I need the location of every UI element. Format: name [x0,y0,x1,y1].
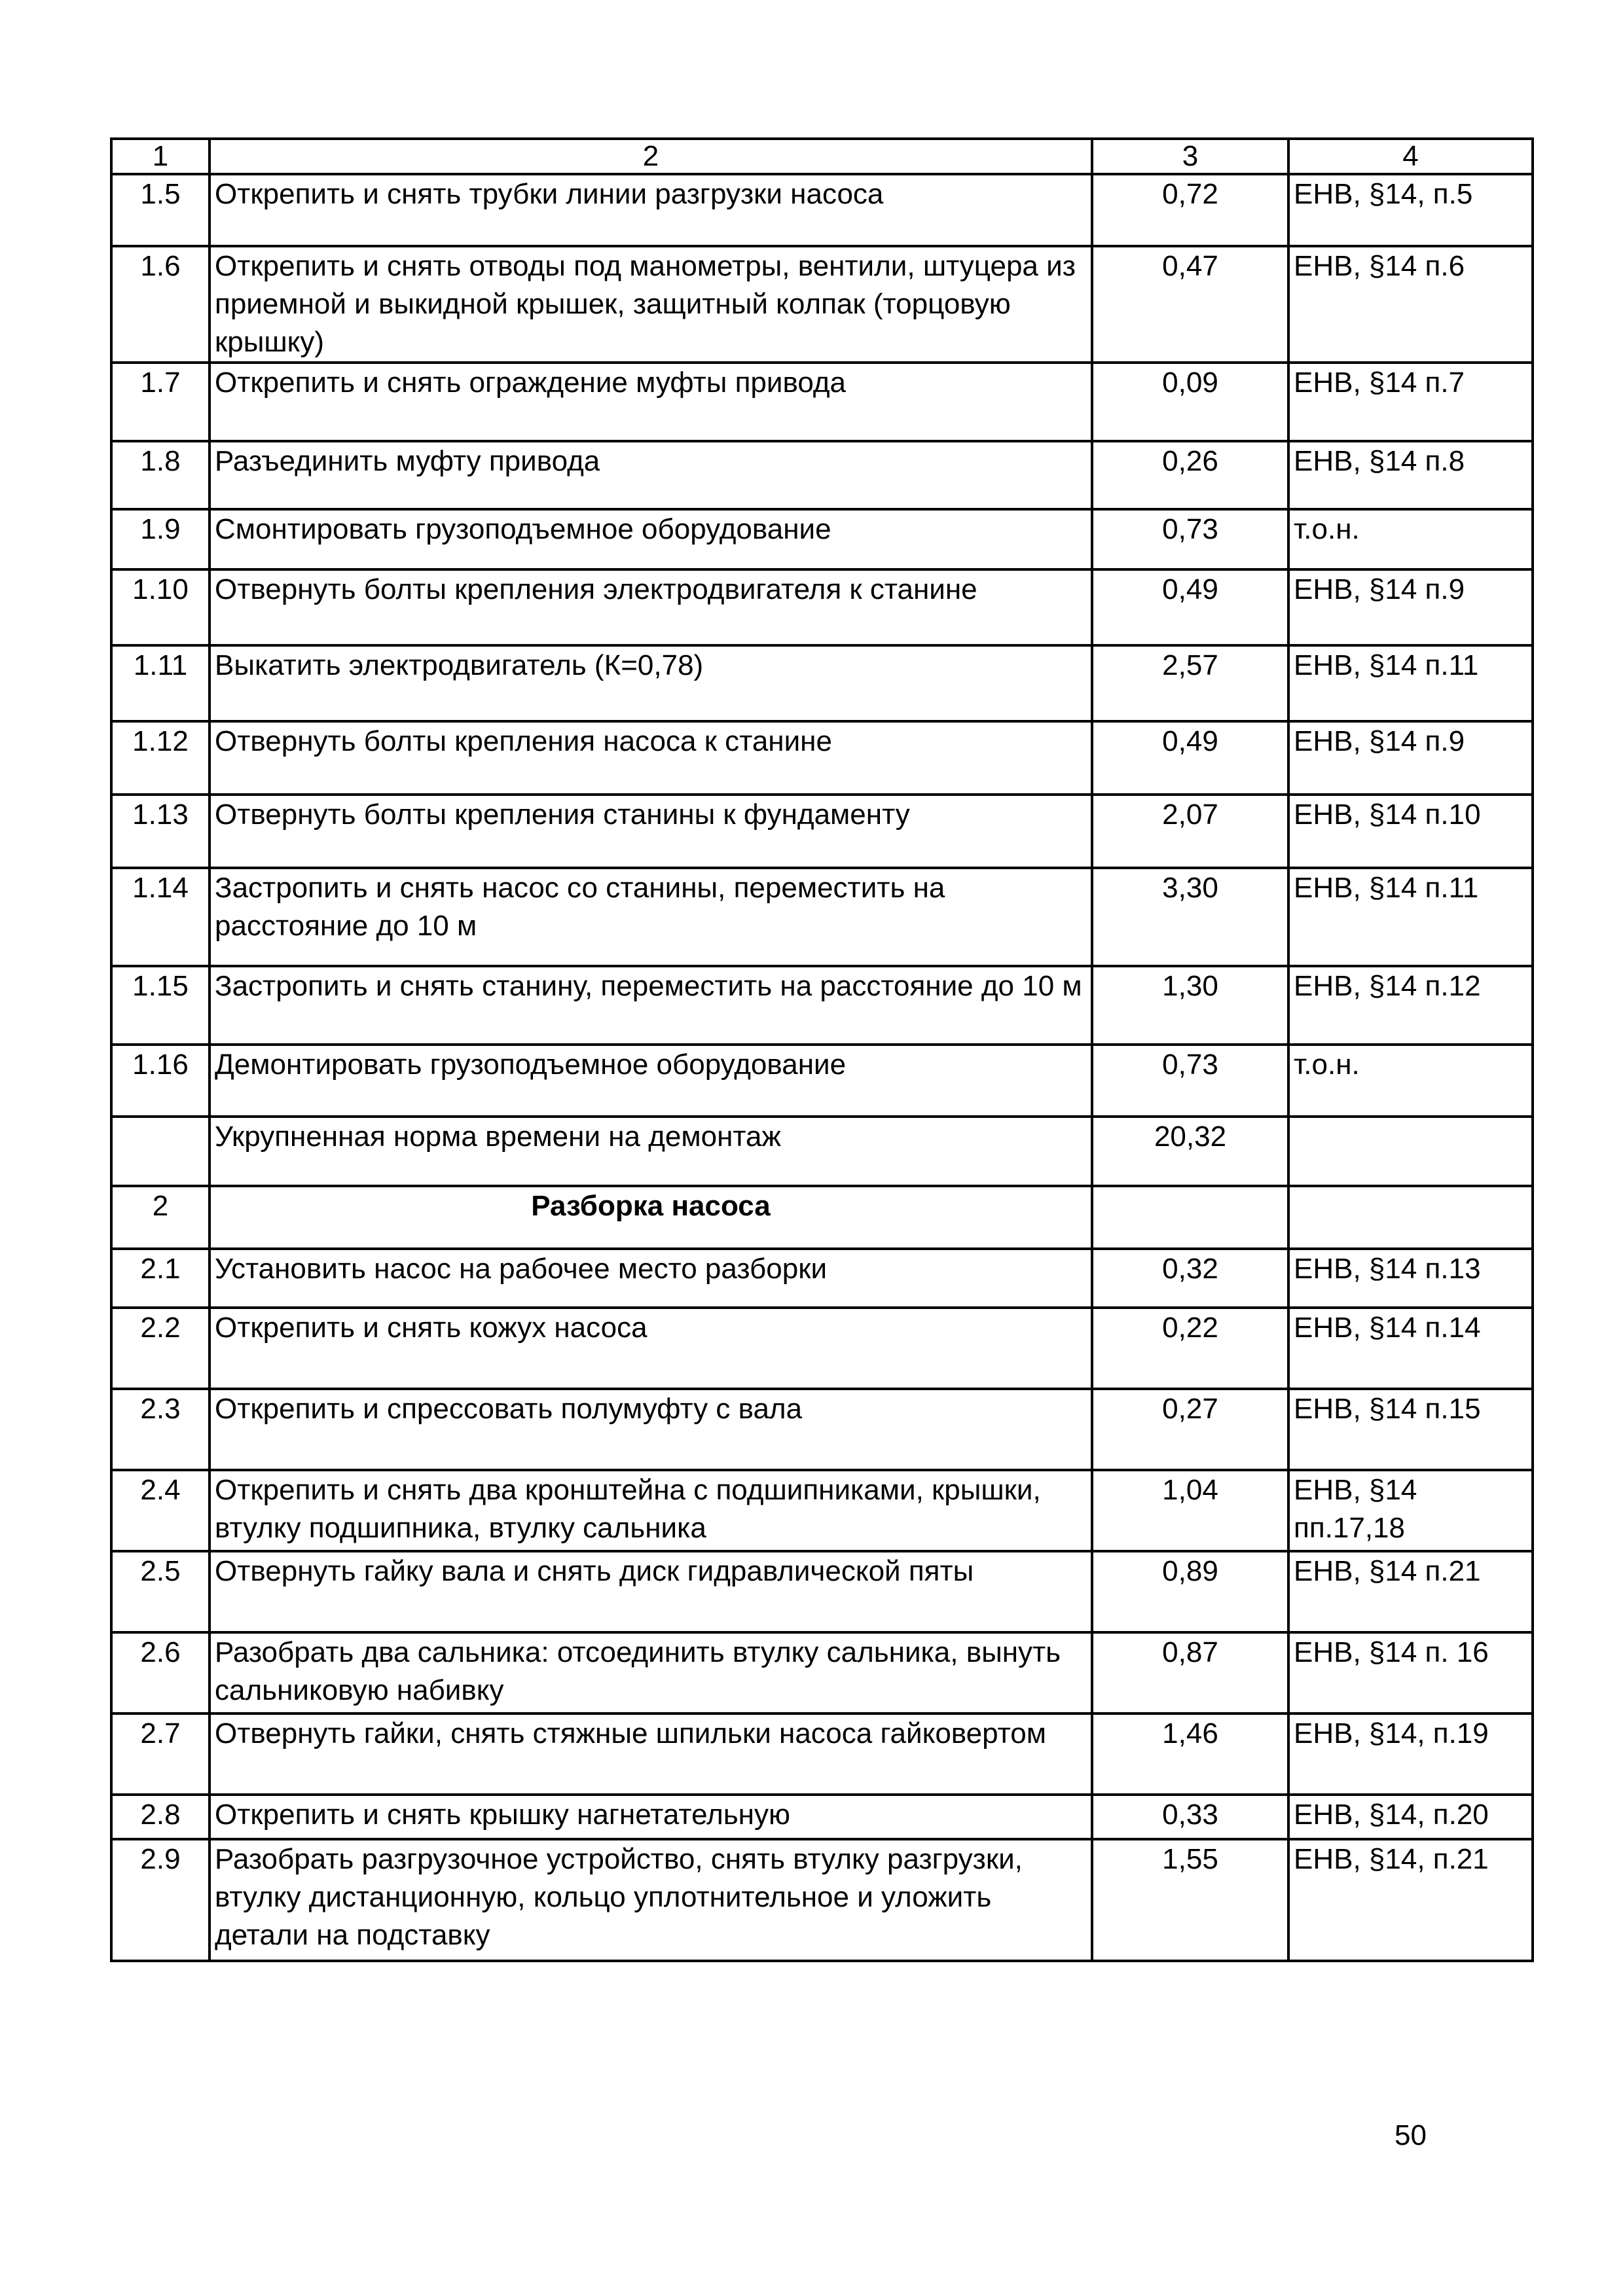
row-time-norm: 3,30 [1092,868,1288,966]
row-number: 2.8 [111,1795,210,1839]
row-reference: ЕНВ, §14 п.14 [1288,1308,1533,1389]
row-time-norm [1092,1186,1288,1249]
row-reference: ЕНВ, §14, п.19 [1288,1713,1533,1795]
row-operation: Отвернуть гайку вала и снять диск гидравлической пяты [210,1551,1092,1632]
table-row [111,1249,1533,1308]
table-row [111,868,1533,966]
table-row [111,1117,1533,1186]
row-number: 1.6 [111,246,210,363]
row-operation: Разобрать разгрузочное устройство, снять втулку разгрузки, втулку дистанционную, кольцо уплотнительное и уложить детали на подставку [210,1839,1092,1961]
table-row [111,1551,1533,1632]
row-number: 2.4 [111,1470,210,1551]
row-number: 2 [111,1186,210,1249]
table-row [111,569,1533,645]
row-operation: Открепить и снять крышку нагнетательную [210,1795,1092,1839]
row-time-norm: 1,46 [1092,1713,1288,1795]
row-number: 2.5 [111,1551,210,1632]
row-reference: ЕНВ, §14 п.11 [1288,868,1533,966]
row-time-norm: 0,49 [1092,721,1288,795]
table-row [111,795,1533,868]
row-number: 1.10 [111,569,210,645]
row-reference: ЕНВ, §14, п.21 [1288,1839,1533,1961]
row-reference: ЕНВ, §14 п.7 [1288,363,1533,441]
row-time-norm: 2,07 [1092,795,1288,868]
table-row [111,1186,1533,1249]
row-number: 1.16 [111,1045,210,1117]
row-number: 2.6 [111,1632,210,1713]
table-row [111,1045,1533,1117]
row-time-norm: 2,57 [1092,645,1288,721]
row-reference: т.о.н. [1288,509,1533,569]
row-time-norm: 0,49 [1092,569,1288,645]
header-col-1: 1 [111,139,210,174]
row-number: 1.5 [111,174,210,246]
table-row [111,1470,1533,1551]
row-operation: Открепить и снять кожух насоса [210,1308,1092,1389]
table-row [111,246,1533,363]
row-reference: ЕНВ, §14 п.8 [1288,441,1533,509]
row-reference: ЕНВ, §14 п.9 [1288,569,1533,645]
page-number: 50 [1395,2119,1427,2151]
row-number [111,1117,210,1186]
row-number: 1.14 [111,868,210,966]
row-time-norm: 0,09 [1092,363,1288,441]
row-operation: Открепить и снять два кронштейна с подшипниками, крышки, втулку подшипника, втулку сальника [210,1470,1092,1551]
row-time-norm: 1,30 [1092,966,1288,1045]
table-row [111,1713,1533,1795]
row-time-norm: 1,55 [1092,1839,1288,1961]
row-reference: ЕНВ, §14, п.5 [1288,174,1533,246]
row-reference: ЕНВ, §14 п. 16 [1288,1632,1533,1713]
row-operation: Отвернуть болты крепления насоса к станине [210,721,1092,795]
row-operation: Установить насос на рабочее место разборки [210,1249,1092,1308]
row-reference: ЕНВ, §14 п.21 [1288,1551,1533,1632]
row-operation: Отвернуть гайки, снять стяжные шпильки насоса гайковертом [210,1713,1092,1795]
row-time-norm: 0,89 [1092,1551,1288,1632]
row-operation: Разобрать два сальника: отсоединить втулку сальника, вынуть сальниковую набивку [210,1632,1092,1713]
row-operation: Разъединить муфту привода [210,441,1092,509]
row-operation: Отвернуть болты крепления электродвигателя к станине [210,569,1092,645]
row-time-norm: 0,33 [1092,1795,1288,1839]
table-row [111,509,1533,569]
row-operation: Выкатить электродвигатель (К=0,78) [210,645,1092,721]
row-reference: т.о.н. [1288,1045,1533,1117]
row-reference: ЕНВ, §14 п.15 [1288,1389,1533,1470]
header-col-3: 3 [1092,139,1288,174]
row-reference: ЕНВ, §14 п.6 [1288,246,1533,363]
row-operation: Открепить и спрессовать полумуфту с вала [210,1389,1092,1470]
row-time-norm: 0,27 [1092,1389,1288,1470]
row-operation: Застропить и снять насос со станины, переместить на расстояние до 10 м [210,868,1092,966]
header-col-2: 2 [210,139,1092,174]
row-reference: ЕНВ, §14, п.20 [1288,1795,1533,1839]
row-time-norm: 0,87 [1092,1632,1288,1713]
row-reference: ЕНВ, §14 п.10 [1288,795,1533,868]
row-number: 1.12 [111,721,210,795]
row-reference: ЕНВ, §14 п.9 [1288,721,1533,795]
row-time-norm: 0,32 [1092,1249,1288,1308]
row-reference: ЕНВ, §14 пп.17,18 [1288,1470,1533,1551]
row-number: 1.15 [111,966,210,1045]
header-col-4: 4 [1288,139,1533,174]
row-number: 1.9 [111,509,210,569]
row-reference [1288,1117,1533,1186]
table-row [111,966,1533,1045]
row-time-norm: 0,72 [1092,174,1288,246]
row-number: 2.7 [111,1713,210,1795]
row-number: 1.7 [111,363,210,441]
row-time-norm: 20,32 [1092,1117,1288,1186]
row-time-norm: 0,22 [1092,1308,1288,1389]
row-operation: Отвернуть болты крепления станины к фундаменту [210,795,1092,868]
row-time-norm: 0,26 [1092,441,1288,509]
row-number: 2.1 [111,1249,210,1308]
row-number: 2.3 [111,1389,210,1470]
row-operation: Открепить и снять трубки линии разгрузки насоса [210,174,1092,246]
row-operation: Застропить и снять станину, переместить на расстояние до 10 м [210,966,1092,1045]
row-operation: Открепить и снять ограждение муфты привода [210,363,1092,441]
table-row [111,721,1533,795]
row-operation: Открепить и снять отводы под манометры, вентили, штуцера из приемной и выкидной крышек, защитный колпак (торцовую крышку) [210,246,1092,363]
row-operation: Укрупненная норма времени на демонтаж [210,1117,1092,1186]
row-time-norm: 1,04 [1092,1470,1288,1551]
norms-table [110,137,1534,1962]
table-row [111,363,1533,441]
row-number: 1.13 [111,795,210,868]
row-reference: ЕНВ, §14 п.11 [1288,645,1533,721]
row-reference: ЕНВ, §14 п.13 [1288,1249,1533,1308]
row-operation: Смонтировать грузоподъемное оборудование [210,509,1092,569]
table-row [111,1632,1533,1713]
table-row [111,645,1533,721]
row-number: 2.9 [111,1839,210,1961]
table-row [111,1308,1533,1389]
table-row [111,1389,1533,1470]
row-operation: Демонтировать грузоподъемное оборудование [210,1045,1092,1117]
row-number: 1.11 [111,645,210,721]
row-operation: Разборка насоса [210,1186,1092,1249]
table-row [111,174,1533,246]
row-time-norm: 0,73 [1092,1045,1288,1117]
norms-table-body [111,139,1533,1961]
row-time-norm: 0,47 [1092,246,1288,363]
table-row [111,1795,1533,1839]
row-number: 1.8 [111,441,210,509]
table-row [111,1839,1533,1961]
row-reference [1288,1186,1533,1249]
row-reference: ЕНВ, §14 п.12 [1288,966,1533,1045]
table-header-row [111,139,1533,174]
row-time-norm: 0,73 [1092,509,1288,569]
row-number: 2.2 [111,1308,210,1389]
table-row [111,441,1533,509]
